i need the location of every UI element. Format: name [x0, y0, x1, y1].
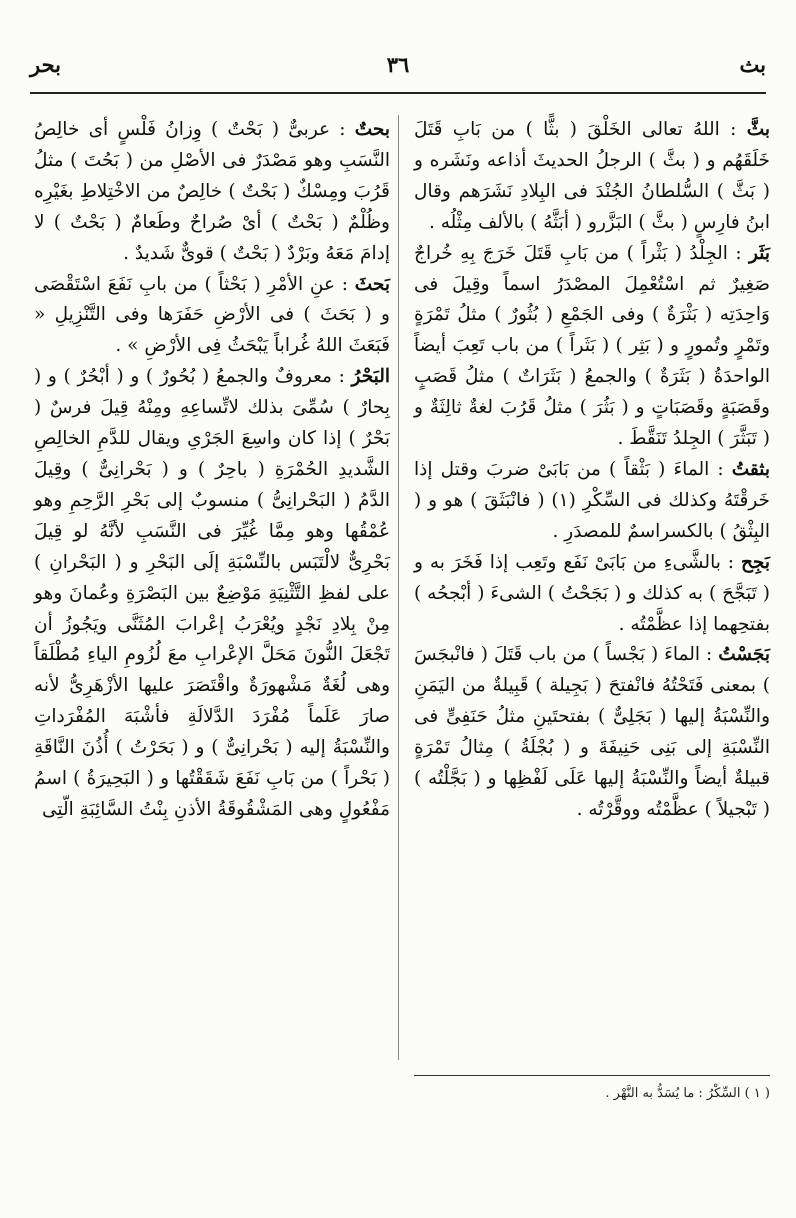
dictionary-entry [414, 640, 770, 825]
entry-headword: بثَّ [746, 119, 771, 140]
entry-text: : اللهُ تعالى الخَلْقَ ( بثًّا ) من بَابِ قَتَلَ خَلَقَهُم و ( بثَّ ) الرجلُ الحديثَ أذاعه ونَشَره و ( بَثَّ ) السُّلطانُ الجُنْدَ فى البِلادِ نَشَرَهم وقال ابنُ فارِسٍ ( بثَّ ) البَزَّرو ( أبَثَّهُ ) بالألف مِثْلُه . [414, 119, 770, 233]
entry-text: : عربىٌّ ( بَحْتٌ ) وِزانُ فَلْسٍ أى خالِصُ النَّسَبِ وهو مَصْدَرٌ فى الأصْلِ من ( بَحُتَ ) مثلُ قَرُبَ ومِسْكٌ ( بَحْتٌ ) خالِصٌ من الاخْتِلاطِ بغَيْرِه وظُلْمٌ ( بَحْتٌ ) أىْ صُراحٌ وطَعامٌ ( بَحْتٌ ) لا إدامَ مَعَهُ وبَرْدٌ ( بَحْتٌ ) قوىٌّ شَديدٌ . [34, 119, 390, 264]
page-number: ٣٦ [386, 52, 410, 77]
dictionary-entry [414, 455, 770, 548]
footnote: ( ١ ) السِّكْرُ : ما يُسَدُّ به النَّهْر . [605, 1086, 770, 1101]
entry-text: : الماءَ ( بَثْقاً ) من بَابَىْ ضربَ وقتل إذا خَرقْتَهُ وكذلك فى السِّكْرِ (١) ( فانْبَثَقَ ) هو و ( البِثْقُ ) بالكسراسمٌ للمصدَرِ . [414, 458, 770, 542]
page-header [30, 52, 766, 96]
footnote-rule [414, 1075, 770, 1076]
entry-headword: بَجِح [740, 551, 770, 573]
dictionary-entry [414, 115, 770, 239]
header-rule [30, 92, 766, 94]
entry-headword: بَجَسْتُ [718, 644, 770, 666]
entry-headword: بَثَر [749, 242, 770, 264]
entry-text: : الماءَ ( بَجْساً ) من باب قَتَلَ ( فانْبجَسَ ) بمعنى فَتَحْتُهُ فانْفتحَ ( بَجِيلة ) قَبِيلةٌ من اليَمَنِ والنِّسْبَةُ إليها ( بَجَلِىٌّ ) بفتحتَينِ مثلُ حَنَفِىٍّ فى النِّسْبَةِ إلى بَنِى حَنِيفَةَ و ( بُجْلَةُ ) مِثالُ تَمْرَةٍ قبيلةٌ أيضاً والنِّسْبَةُ إليها عَلَى لَفْظِها و ( بَجَّلْتُه ) ( تَبْجيلاً ) عظَّمْتُه ووقَّرْتُه . [414, 644, 770, 820]
entry-headword: بحتٌ [354, 119, 390, 140]
entry-text: : الجِلْدُ ( بَثْراً ) من بَابِ قَتَلَ خَرَجَ بِهِ خُراجٌ صَغِيرٌ ثم اسْتُعْمِلَ المصْدَرُ اسماً وقِيلَ فى وَاحِدَتِه ( بَثْرَةٌ ) وفى الجَمْعِ ( بُثُورٌ ) مثلُ تَمْرَةٍ وتَمْرٍ وتُمورٍ و ( بَثِر ) ( بَثَراً ) من باب تَعِبَ أيضاً الواحدَةُ ( بَثَرَةٌ ) والجمعُ ( بَثَرَاتٌ ) مثلُ قَصَبٍ وقَصَبَةٍ وقَصَبَاتٍ و ( بَثُرَ ) مثلُ قَرُبَ لغةٌ ثالِثَةٌ و ( تَبَثَّرَ ) الجِلدُ تَنَقَّطَ . [414, 242, 770, 450]
right-column [414, 115, 770, 826]
dictionary-entry [34, 362, 390, 826]
left-column [34, 115, 390, 826]
entry-headword: بثقتُ [731, 458, 770, 480]
entry-headword: البَحْرُ [351, 366, 390, 388]
entry-text: : عنِ الأمْرِ ( بَحْثاً ) من بابِ نَفَعَ اسْتَقْصَى و ( بَحَثَ ) فى الأرْضِ حَفَرَها وفى التَّنْزِيلِ « فَبَعَثَ اللهُ غُراباً يَبْحَثُ فِى الأرْضِ » . [34, 273, 390, 357]
entry-text: : بالشَّىءِ من بَابَىْ نَفَع وتَعِب إذا فَخَرَ به و ( تَبَجَّحَ ) به كذلك و ( بَجَحْتُ ) الشىءَ ( أبْجحُه ) بفتحِهما إذا عظَّمْتُه . [414, 551, 770, 635]
column-divider [398, 115, 399, 1060]
dictionary-entry [414, 239, 770, 455]
entry-text: : معروفٌ والجمعُ ( بُحُورٌ ) و ( أبْحُرٌ ) و ( بِحارٌ ) سُمِّىَ بذلك لاتِّساعِهِ ومِنْهُ قِيلَ فرسٌ ( بَحْرٌ ) إذا كان واسِعَ الجَرْىِ ويقال للدَّمِ الخالِصِ الشَّديدِ الحُمْرَةِ ( باحِرٌ ) و ( بَحْرانِىٌّ ) وقِيلَ الدَّمُ ( البَحْرانِىُّ ) منسوبٌ إلى بَحْرِ الرَّحِمِ وهو عُمْقُها وهو مِمَّا غُيِّرَ فى النَّسَبِ لأنَّهُ لو قِيلَ بَحْرِىٌّ لالْتَبَس بالنِّسْبَةِ إلَى البَحْرِ و ( البَحْرانِ ) على لفظِ التَّثْنِيَةِ مَوْضِعٌ بين البَصْرَةِ وعُمانَ وهو مِنْ بِلادِ نَجْدٍ ويُعْرَبُ إعْرابَ المُثَنَّى ويَجُوزُ أن تَجْعَلَ النُّونَ مَحَلَّ الإعْرابِ معَ لُزُومِ الياءِ مُطْلَقاً وهى لُغَةٌ مَشْهورَةٌ واقْتَصَرَ عليها الأزْهَرِىُّ لأنه صارَ عَلَماً مُفْرَدَ الدَّلالَةِ فأشْبَهَ المُفْرَداتِ والنِّسْبَةُ إليه ( بَحْرانِىٌّ ) و ( بَحَرْتُ ) أُذُنَ النَّاقَةِ ( بَحْراً ) من بَابِ نَفَعَ شَقَقْتُها و ( البَحِيرَةُ ) اسمُ مَفْعُولٍ وهى المَشْقُوقَةُ الأذنِ بِنْتُ السَّائِبَةِ الّتِى [34, 366, 390, 820]
entry-headword: بَحثَ [354, 273, 390, 295]
header-left-word: بحر [30, 52, 61, 77]
header-right-word: بث [739, 52, 766, 77]
dictionary-entry [34, 270, 390, 363]
dictionary-entry [414, 548, 770, 641]
dictionary-entry [34, 115, 390, 270]
